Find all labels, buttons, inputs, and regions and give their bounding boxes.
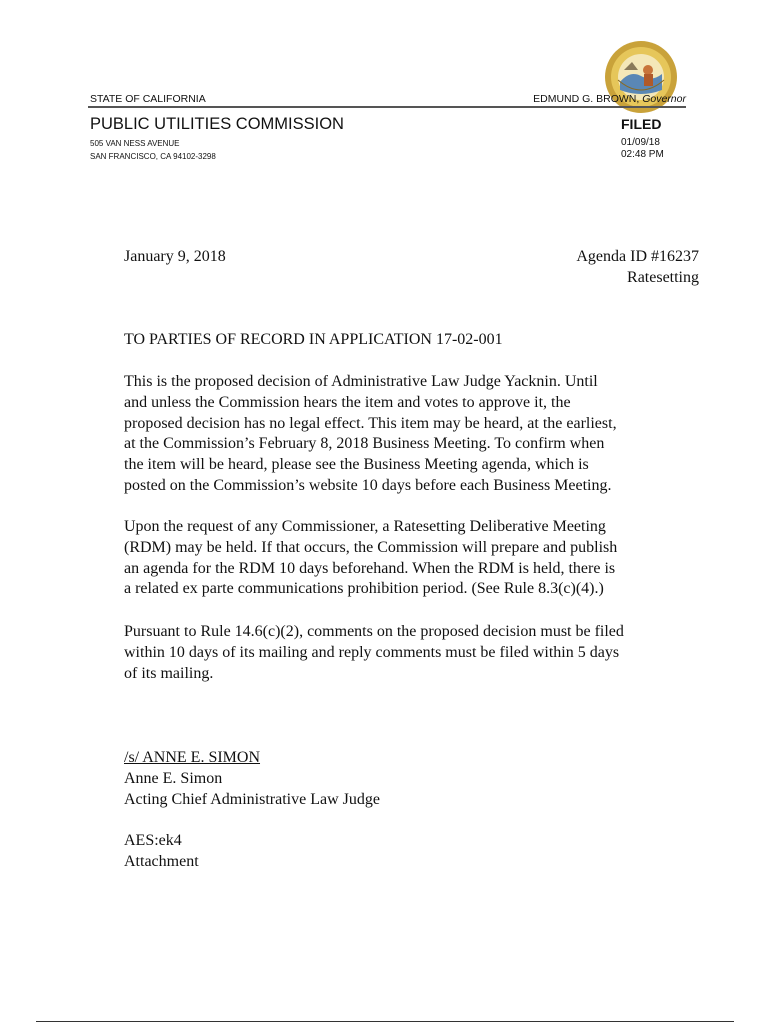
paragraph-3	[124, 622, 699, 684]
address-line-2: SAN FRANCISCO, CA 94102-3298	[90, 152, 216, 161]
paragraph-line: (RDM) may be held. If that occurs, the Commission will prepare and publish	[124, 538, 618, 556]
governor-title: Governor	[642, 93, 686, 105]
governor-name: EDMUND G. BROWN	[533, 93, 637, 105]
paragraph-line: within 10 days of its mailing and reply comments must be filed within 5 days	[124, 643, 620, 661]
signer-name: Anne E. Simon	[124, 770, 223, 787]
paragraph-line: Pursuant to Rule 14.6(c)(2), comments on the proposed decision must be filed	[124, 623, 624, 640]
paragraph-line: This is the proposed decision of Administrative Law Judge Yacknin. Until	[124, 373, 598, 390]
paragraph-line: and unless the Commission hears the item and votes to approve it, the	[124, 393, 571, 411]
paragraph-line: an agenda for the RDM 10 days beforehand. When the RDM is held, there is	[124, 559, 616, 577]
agenda-id: Agenda ID #16237	[576, 248, 699, 265]
paragraph-1	[124, 372, 699, 497]
paragraph-line: of its mailing.	[124, 664, 214, 682]
footer-divider	[36, 1021, 734, 1022]
enclosure-note: Attachment	[124, 853, 199, 870]
signer-title: Acting Chief Administrative Law Judge	[124, 791, 380, 808]
letterhead-divider	[88, 106, 686, 108]
agency-name: PUBLIC UTILITIES COMMISSION	[90, 115, 344, 133]
reference-initials: AES:ek4	[124, 832, 182, 849]
paragraph-line: the item will be heard, please see the Business Meeting agenda, which is	[124, 456, 589, 474]
signature-line: /s/ ANNE E. SIMON	[124, 749, 261, 766]
paragraph-2	[124, 517, 699, 600]
filed-label: FILED	[621, 116, 662, 132]
paragraph-line: posted on the Commission’s website 10 days before each Business Meeting.	[124, 476, 612, 494]
addressee-line: TO PARTIES OF RECORD IN APPLICATION 17-02-001	[124, 331, 503, 348]
governor-line: EDMUND G. BROWN, Governor	[533, 93, 686, 105]
address-line-1: 505 VAN NESS AVENUE	[90, 139, 180, 148]
paragraph-line: Upon the request of any Commissioner, a Ratesetting Deliberative Meeting	[124, 518, 606, 535]
agenda-block	[576, 247, 699, 289]
paragraph-line: proposed decision has no legal effect. This item may be heard, at the earliest,	[124, 414, 617, 432]
letter-date: January 9, 2018	[124, 248, 226, 265]
paragraph-line: a related ex parte communications prohibition period. (See Rule 8.3(c)(4).)	[124, 580, 604, 598]
proceeding-category: Ratesetting	[627, 268, 699, 286]
filed-date: 01/09/18	[621, 137, 660, 148]
paragraph-line: at the Commission’s February 8, 2018 Business Meeting. To confirm when	[124, 435, 605, 453]
state-name: STATE OF CALIFORNIA	[90, 93, 206, 105]
filed-time: 02:48 PM	[621, 149, 664, 160]
